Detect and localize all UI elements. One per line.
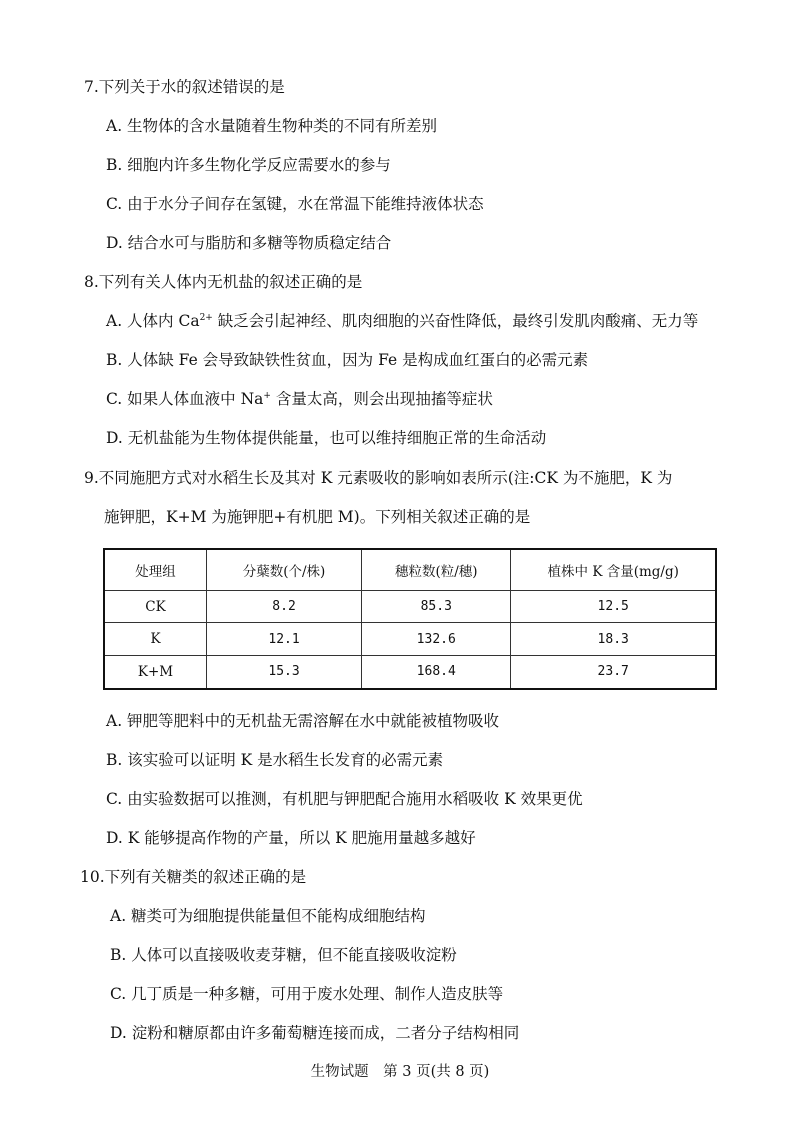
table-header-grains: 穗粒数(粒/穗) [362,549,511,590]
question-8-option-c [106,388,493,410]
table-cell: 8.2 [206,590,361,623]
question-8-option-b: B. 人体缺 Fe 会导致缺铁性贫血，因为 Fe 是构成血红蛋白的必需元素 [106,351,589,369]
question-8-option-a [106,310,698,332]
table-cell: 23.7 [511,655,716,689]
calcium-charge: 2+ [199,312,213,323]
table-row [104,655,716,689]
question-8-option-a-pre: A. 人体内 Ca [106,312,200,330]
table-header-group: 处理组 [104,549,206,590]
question-10-option-b: B. 人体可以直接吸收麦芽糖，但不能直接吸收淀粉 [110,946,457,964]
question-10-option-c: C. 几丁质是一种多糖，可用于废水处理、制作人造皮肤等 [110,985,504,1003]
table-cell: 12.1 [206,623,361,656]
table-cell: 168.4 [362,655,511,689]
question-9-option-a: A. 钾肥等肥料中的无机盐无需溶解在水中就能被植物吸收 [106,712,500,730]
question-10-option-a: A. 糖类可为细胞提供能量但不能构成细胞结构 [110,907,426,925]
table-cell: 85.3 [362,590,511,623]
question-9-stem-line1: 9.不同施肥方式对水稻生长及其对 K 元素吸收的影响如表所示(注:CK 为不施肥，K 为 [84,469,673,487]
table-cell: 12.5 [511,590,716,623]
question-7-stem: 7.下列关于水的叙述错误的是 [84,78,285,96]
table-cell: CK [104,590,206,623]
question-10-stem: 10.下列有关糖类的叙述正确的是 [80,868,307,886]
question-7-option-b: B. 细胞内许多生物化学反应需要水的参与 [106,156,391,174]
table-header-row [104,549,716,590]
question-8-option-a-post: 缺乏会引起神经、肌肉细胞的兴奋性降低，最终引发肌肉酸痛、无力等 [212,312,699,330]
table-cell: K [104,623,206,656]
table-cell: K+M [104,655,206,689]
question-7-option-d: D. 结合水可与脂肪和多糖等物质稳定结合 [106,234,392,252]
question-8-option-c-pre: C. 如果人体血液中 Na [106,390,264,408]
question-8-option-d: D. 无机盐能为生物体提供能量，也可以维持细胞正常的生命活动 [106,429,547,447]
page-footer: 生物试题 第 3 页(共 8 页) [310,1064,490,1080]
table-header-k-content: 植株中 K 含量(mg/g) [511,549,716,590]
table-cell: 15.3 [206,655,361,689]
question-8-stem: 8.下列有关人体内无机盐的叙述正确的是 [84,273,363,291]
question-7-option-a: A. 生物体的含水量随着生物种类的不同有所差别 [106,117,438,135]
table-header-tillers: 分蘖数(个/株) [206,549,361,590]
fertilizer-data-table [103,548,717,690]
question-9-option-d: D. K 能够提高作物的产量，所以 K 肥施用量越多越好 [106,829,476,847]
table-row [104,590,716,623]
table-row [104,623,716,656]
question-10-option-d: D. 淀粉和糖原都由许多葡萄糖连接而成，二者分子结构相同 [110,1024,520,1042]
table-cell: 132.6 [362,623,511,656]
question-9-stem-line2: 施钾肥，K+M 为施钾肥+有机肥 M)。下列相关叙述正确的是 [104,508,531,526]
question-9-option-b: B. 该实验可以证明 K 是水稻生长发育的必需元素 [106,751,444,769]
question-8-option-c-post: 含量太高，则会出现抽搐等症状 [270,390,493,408]
question-9-option-c: C. 由实验数据可以推测，有机肥与钾肥配合施用水稻吸收 K 效果更优 [106,790,583,808]
sodium-charge: + [263,390,271,401]
question-7-option-c: C. 由于水分子间存在氢键，水在常温下能维持液体状态 [106,195,484,213]
table-cell: 18.3 [511,623,716,656]
